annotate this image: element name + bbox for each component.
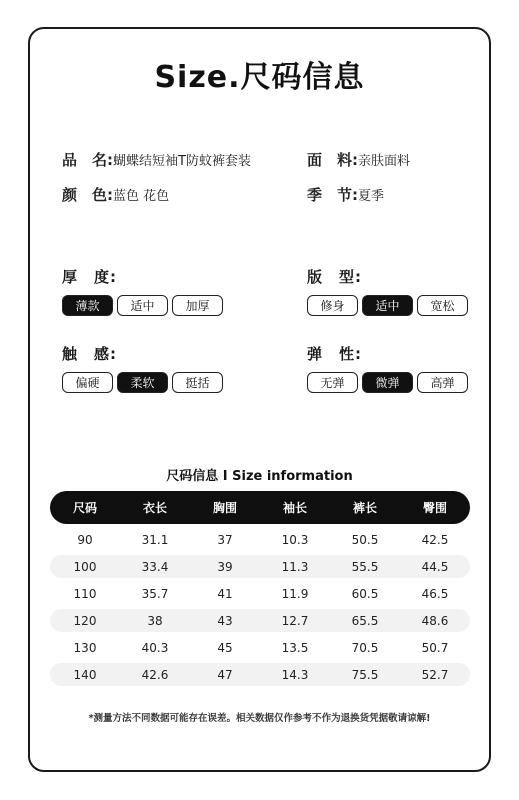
thickness-option-chip[interactable]: 加厚 bbox=[172, 295, 223, 316]
table-cell: 100 bbox=[73, 559, 97, 574]
elasticity-option-chip[interactable]: 微弹 bbox=[362, 372, 413, 393]
season-row bbox=[307, 184, 384, 205]
elasticity-option-chip[interactable]: 高弹 bbox=[417, 372, 468, 393]
feel-option-chip[interactable]: 偏硬 bbox=[62, 372, 113, 393]
thickness-option-chip[interactable]: 薄款 bbox=[62, 295, 113, 316]
table-cell: 11.3 bbox=[281, 559, 309, 574]
elasticity-option-chip[interactable]: 无弹 bbox=[307, 372, 358, 393]
size-table bbox=[50, 491, 470, 686]
feel-option-chip[interactable]: 挺括 bbox=[172, 372, 223, 393]
feel-option-chip[interactable]: 柔软 bbox=[117, 372, 168, 393]
thickness-label: 厚 度: bbox=[62, 268, 117, 286]
table-cell: 45 bbox=[217, 640, 233, 655]
table-cell: 35.7 bbox=[141, 586, 169, 601]
table-row bbox=[50, 663, 470, 686]
fit-option-chip[interactable]: 宽松 bbox=[417, 295, 468, 316]
color-label: 颜 色: bbox=[62, 186, 113, 204]
size-table-body bbox=[50, 528, 470, 686]
table-cell: 70.5 bbox=[351, 640, 379, 655]
color-row bbox=[62, 184, 169, 205]
fabric-row bbox=[307, 149, 410, 170]
table-cell: 140 bbox=[73, 667, 97, 682]
table-row bbox=[50, 555, 470, 578]
table-cell: 14.3 bbox=[281, 667, 309, 682]
table-cell: 37 bbox=[217, 532, 233, 547]
table-cell: 90 bbox=[77, 532, 93, 547]
table-cell: 10.3 bbox=[281, 532, 309, 547]
product-name-label: 品 名: bbox=[62, 151, 113, 169]
table-cell: 39 bbox=[217, 559, 233, 574]
table-cell: 50.7 bbox=[421, 640, 449, 655]
fit-option-chip[interactable]: 修身 bbox=[307, 295, 358, 316]
table-cell: 55.5 bbox=[351, 559, 379, 574]
table-cell: 47 bbox=[217, 667, 233, 682]
header-cell: 胸围 bbox=[212, 501, 237, 515]
table-cell: 120 bbox=[73, 613, 97, 628]
table-cell: 110 bbox=[73, 586, 97, 601]
thickness-options bbox=[62, 295, 223, 316]
table-cell: 52.7 bbox=[421, 667, 449, 682]
table-cell: 33.4 bbox=[141, 559, 169, 574]
fabric-label: 面 料: bbox=[307, 151, 358, 169]
table-cell: 130 bbox=[73, 640, 97, 655]
season-value: 夏季 bbox=[358, 189, 385, 204]
table-cell: 50.5 bbox=[351, 532, 379, 547]
fit-label: 版 型: bbox=[307, 268, 362, 286]
table-cell: 31.1 bbox=[141, 532, 169, 547]
season-label: 季 节: bbox=[307, 186, 358, 204]
fit-options bbox=[307, 295, 468, 316]
feel-label: 触 感: bbox=[62, 345, 117, 363]
size-table-heading: 尺码信息 I Size information bbox=[166, 469, 353, 484]
table-cell: 42.6 bbox=[141, 667, 169, 682]
table-cell: 38 bbox=[147, 613, 163, 628]
fabric-value: 亲肤面料 bbox=[358, 154, 411, 169]
product-name-row bbox=[62, 149, 251, 170]
table-row bbox=[50, 582, 470, 605]
table-cell: 11.9 bbox=[281, 586, 309, 601]
elasticity-options bbox=[307, 372, 468, 393]
table-cell: 12.7 bbox=[281, 613, 309, 628]
table-cell: 65.5 bbox=[351, 613, 379, 628]
table-cell: 44.5 bbox=[421, 559, 449, 574]
fit-option-chip[interactable]: 适中 bbox=[362, 295, 413, 316]
disclaimer-note: *测量方法不同数据可能存在误差。相关数据仅作参考不作为退换货凭据敬请谅解! bbox=[88, 713, 431, 724]
product-name-value: 蝴蝶结短袖T防蚊裤套装 bbox=[113, 154, 251, 169]
table-row bbox=[50, 528, 470, 551]
table-cell: 40.3 bbox=[141, 640, 169, 655]
header-cell: 衣长 bbox=[142, 501, 167, 515]
size-table-header bbox=[50, 491, 470, 524]
header-cell: 袖长 bbox=[282, 501, 307, 515]
table-cell: 43 bbox=[217, 613, 233, 628]
color-value: 蓝色 花色 bbox=[113, 189, 170, 204]
page-title: Size.尺码信息 bbox=[154, 60, 365, 95]
header-cell: 裤长 bbox=[352, 501, 377, 515]
table-cell: 48.6 bbox=[421, 613, 449, 628]
header-cell: 尺码 bbox=[72, 501, 97, 515]
table-cell: 75.5 bbox=[351, 667, 379, 682]
table-row bbox=[50, 609, 470, 632]
elasticity-label: 弹 性: bbox=[307, 345, 362, 363]
table-row bbox=[50, 636, 470, 659]
table-cell: 60.5 bbox=[351, 586, 379, 601]
header-cell: 臀围 bbox=[422, 501, 447, 515]
feel-options bbox=[62, 372, 223, 393]
table-cell: 41 bbox=[217, 586, 233, 601]
thickness-option-chip[interactable]: 适中 bbox=[117, 295, 168, 316]
table-cell: 46.5 bbox=[421, 586, 449, 601]
table-cell: 42.5 bbox=[421, 532, 449, 547]
table-cell: 13.5 bbox=[281, 640, 309, 655]
